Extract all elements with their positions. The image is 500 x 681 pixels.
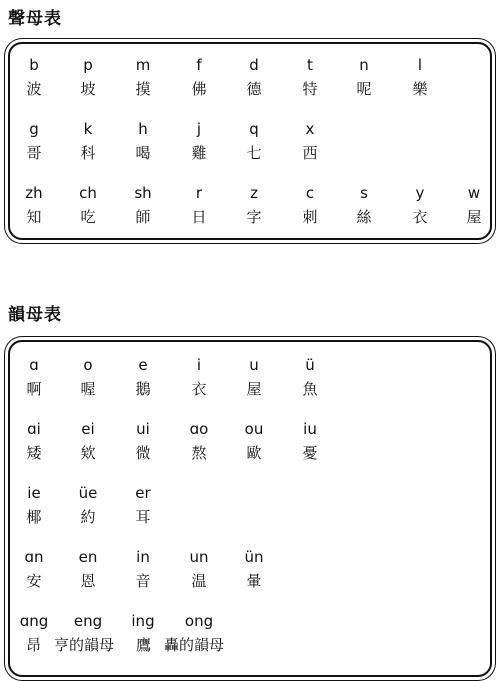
final-han: 憂 [302, 444, 318, 462]
final-han: 鵝 [135, 380, 151, 398]
initial-han: 知 [26, 208, 42, 226]
initials-row-1 [10, 56, 490, 100]
final-han: 熬 [191, 444, 207, 462]
initial-latin: j [196, 120, 202, 138]
initial-latin: g [29, 120, 39, 138]
initials-row-3 [10, 184, 490, 228]
initials-row-2 [10, 120, 490, 164]
final-latin: ou [244, 420, 264, 438]
initial-han: 摸 [135, 80, 151, 98]
initial-latin: s [360, 184, 368, 202]
initial-latin: b [29, 56, 39, 74]
final-latin: ɑn [24, 548, 44, 566]
initial-han: 雞 [191, 144, 207, 162]
initial-han: 西 [302, 144, 318, 162]
final-han: 微 [135, 444, 151, 462]
initial-han: 佛 [191, 80, 207, 98]
finals-table [8, 340, 492, 677]
initial-latin: ch [79, 184, 97, 202]
finals-row-3 [10, 484, 490, 528]
final-latin: eng [73, 612, 103, 630]
initial-han: 日 [191, 208, 207, 226]
initial-han: 絲 [356, 208, 372, 226]
final-latin: er [135, 484, 151, 502]
initial-han: 字 [246, 208, 262, 226]
finals-row-2 [10, 420, 490, 464]
initial-latin: c [305, 184, 315, 202]
final-latin: ie [27, 484, 41, 502]
final-han: 約 [80, 508, 96, 526]
initial-latin: p [83, 56, 93, 74]
final-han: 欸 [80, 444, 96, 462]
final-han: 恩 [80, 572, 96, 590]
final-han-phrase: 亨的韻母 [54, 636, 115, 654]
final-han: 歐 [246, 444, 262, 462]
initial-latin: l [417, 56, 423, 74]
final-latin: ɑo [189, 420, 209, 438]
initial-han: 屋 [466, 208, 482, 226]
initial-latin: t [307, 56, 313, 74]
initial-latin: zh [25, 184, 43, 202]
final-han: 屋 [246, 380, 262, 398]
initial-latin: y [415, 184, 425, 202]
final-han: 安 [26, 572, 42, 590]
final-latin: ei [81, 420, 95, 438]
initial-latin: n [359, 56, 369, 74]
final-latin: u [249, 356, 259, 374]
final-han: 暈 [246, 572, 262, 590]
final-han: 耳 [135, 508, 151, 526]
final-latin: ü [305, 356, 315, 374]
final-han: 啊 [26, 380, 42, 398]
final-han: 喔 [80, 380, 96, 398]
final-han: 椰 [26, 508, 42, 526]
final-han: 昂 [26, 636, 42, 654]
initial-latin: w [467, 184, 481, 202]
final-han-phrase: 轟的韻母 [164, 636, 225, 654]
initial-latin: q [249, 120, 259, 138]
final-latin: ɑi [27, 420, 41, 438]
initial-han: 衣 [412, 208, 428, 226]
final-latin: e [138, 356, 148, 374]
initial-han: 波 [26, 80, 42, 98]
initial-han: 特 [302, 80, 318, 98]
final-latin: iu [303, 420, 317, 438]
initial-han: 樂 [412, 80, 428, 98]
initial-latin: m [135, 56, 151, 74]
initial-han: 刺 [302, 208, 318, 226]
initial-latin: k [83, 120, 93, 138]
initial-han: 德 [246, 80, 262, 98]
final-han: 矮 [26, 444, 42, 462]
initials-title: 聲母表 [8, 9, 62, 29]
initial-han: 喝 [135, 144, 151, 162]
final-latin: üe [78, 484, 98, 502]
final-latin: ɑng [19, 612, 49, 630]
initial-latin: sh [134, 184, 152, 202]
initial-han: 七 [246, 144, 262, 162]
initial-latin: h [138, 120, 148, 138]
final-han: 衣 [191, 380, 207, 398]
finals-row-4 [10, 548, 490, 592]
initial-han: 哥 [26, 144, 42, 162]
finals-title: 韻母表 [8, 305, 62, 325]
initial-latin: x [305, 120, 315, 138]
initials-table [8, 42, 492, 240]
finals-row-1 [10, 356, 490, 400]
final-han: 魚 [302, 380, 318, 398]
initial-han: 科 [80, 144, 96, 162]
finals-row-5 [10, 612, 490, 656]
final-han: 温 [191, 572, 207, 590]
final-latin: o [83, 356, 93, 374]
final-latin: ing [131, 612, 155, 630]
final-latin: un [189, 548, 209, 566]
final-latin: ui [136, 420, 150, 438]
final-han: 音 [135, 572, 151, 590]
initial-han: 呢 [356, 80, 372, 98]
initial-latin: d [249, 56, 259, 74]
final-han: 鷹 [136, 636, 152, 654]
initial-latin: z [250, 184, 258, 202]
final-latin: ün [244, 548, 264, 566]
final-latin: en [78, 548, 98, 566]
final-latin: ɑ [29, 356, 39, 374]
initial-latin: f [196, 56, 202, 74]
final-latin: in [136, 548, 150, 566]
initial-han: 吃 [80, 208, 96, 226]
initial-han: 師 [135, 208, 151, 226]
final-latin: i [196, 356, 202, 374]
initial-latin: r [195, 184, 203, 202]
final-latin: ong [184, 612, 214, 630]
initial-han: 坡 [80, 80, 96, 98]
